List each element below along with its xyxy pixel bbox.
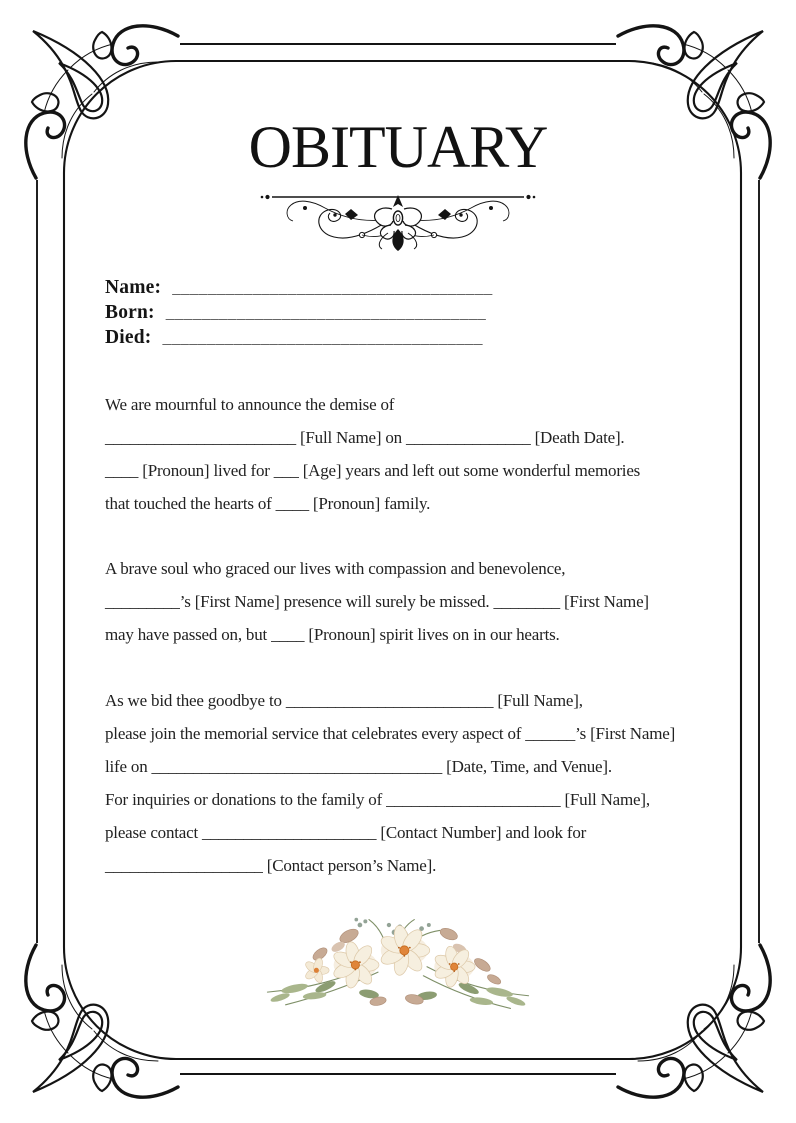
field-label-born: Born: (105, 302, 155, 323)
paragraph-tribute (105, 552, 649, 651)
paragraph-line: that touched the hearts of ____ [Pronoun] family. (105, 494, 431, 513)
paragraph-line: please join the memorial service that celebrates every aspect of ______’s [First Name] (105, 724, 676, 743)
page-title: OBITUARY (248, 114, 548, 180)
field-blank-born: ____________________________________ (165, 303, 487, 322)
paragraph-line: _______________________ [Full Name] on _______________ [Death Date]. (105, 428, 625, 447)
paragraph-line: may have passed on, but ____ [Pronoun] spirit lives on in our hearts. (105, 625, 560, 644)
field-label-name: Name: (105, 277, 162, 298)
field-label-died: Died: (105, 327, 152, 348)
field-blank-name: ____________________________________ (172, 278, 493, 297)
field-blank-died: ____________________________________ (162, 328, 483, 347)
paragraph-line: For inquiries or donations to the family of _____________________ [Full Name], (105, 790, 650, 809)
paragraph-line: life on ___________________________________ [Date, Time, and Venue]. (105, 757, 612, 776)
paragraph-line: please contact _____________________ [Contact Number] and look for (105, 823, 587, 842)
paragraph-line: We are mournful to announce the demise of (105, 395, 395, 414)
field-row-died (105, 327, 493, 352)
paragraph-announcement (105, 388, 640, 520)
divider-flourish-icon (258, 188, 538, 252)
paragraph-line: ____ [Pronoun] lived for ___ [Age] years and left out some wonderful memories (105, 461, 641, 480)
paragraph-line: A brave soul who graced our lives with compassion and benevolence, (105, 559, 566, 578)
field-row-born (105, 302, 493, 327)
paragraph-line: As we bid thee goodbye to _________________________ [Full Name], (105, 691, 583, 710)
paragraph-line: ___________________ [Contact person’s Name]. (105, 856, 437, 875)
field-row-name (105, 277, 493, 302)
floral-illustration (262, 908, 534, 1020)
paragraph-line: _________’s [First Name] presence will surely be missed. ________ [First Name] (105, 592, 649, 611)
paragraph-service-info (105, 684, 675, 882)
vital-fields (105, 277, 493, 352)
